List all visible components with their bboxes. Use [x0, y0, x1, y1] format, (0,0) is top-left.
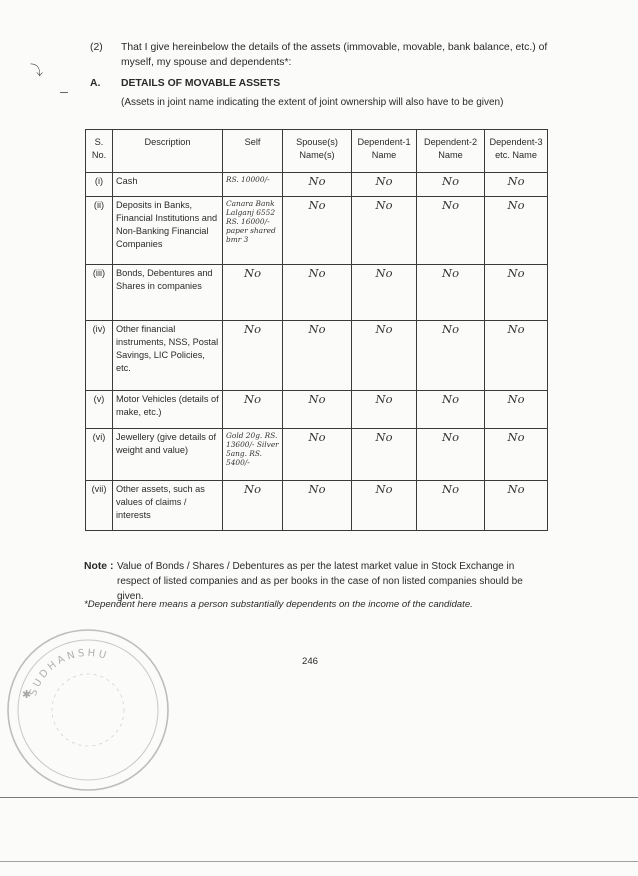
row-dependent-1-value: No	[352, 173, 417, 197]
header-sno: S. No.	[86, 130, 113, 173]
row-spouse-value: No	[283, 197, 352, 265]
header-dependent-1: Dependent-1 Name	[352, 130, 417, 173]
row-self-value: No	[223, 321, 283, 391]
row-dependent-3-value: No	[485, 391, 548, 429]
row-spouse-value: No	[283, 321, 352, 391]
header-description: Description	[113, 130, 223, 173]
section-letter: A.	[90, 78, 101, 89]
row-dependent-2-value: No	[417, 321, 485, 391]
table-row	[86, 321, 548, 391]
table-row	[86, 173, 548, 197]
table-row	[86, 197, 548, 265]
row-dependent-2-value: No	[417, 481, 485, 531]
row-self-value: Canara Bank Lalganj 6552 RS. 16000/- paper shared bmr 3	[223, 197, 283, 265]
row-spouse-value: No	[283, 173, 352, 197]
row-spouse-value: No	[283, 265, 352, 321]
row-number: (vi)	[86, 429, 113, 481]
row-description: Other financial instruments, NSS, Postal Savings, LIC Policies, etc.	[113, 321, 223, 391]
row-spouse-value: No	[283, 391, 352, 429]
row-description: Motor Vehicles (details of make, etc.)	[113, 391, 223, 429]
table-header-row	[86, 130, 548, 173]
header-dependent-3: Dependent-3 etc. Name	[485, 130, 548, 173]
table-row	[86, 391, 548, 429]
row-description: Cash	[113, 173, 223, 197]
row-dependent-3-value: No	[485, 197, 548, 265]
row-dependent-2-value: No	[417, 173, 485, 197]
movable-assets-table	[85, 129, 548, 531]
row-number: (i)	[86, 173, 113, 197]
row-self-value: Gold 20g. RS. 13600/- Silver 5ang. RS. 5400/-	[223, 429, 283, 481]
row-number: (iv)	[86, 321, 113, 391]
row-self-value: No	[223, 481, 283, 531]
svg-text:SUDHANSHU	[28, 648, 110, 698]
page-number: 246	[302, 656, 319, 667]
row-dependent-3-value: No	[485, 481, 548, 531]
row-dependent-1-value: No	[352, 197, 417, 265]
row-dependent-3-value: No	[485, 173, 548, 197]
row-dependent-1-value: No	[352, 321, 417, 391]
scan-bottom-rule-2	[0, 861, 638, 862]
intro-paragraph: That I give hereinbelow the details of the assets (immovable, movable, bank balance, etc.) of myself, my spouse and dependents*:	[121, 42, 548, 68]
row-dependent-3-value: No	[485, 265, 548, 321]
row-number: (iii)	[86, 265, 113, 321]
stamp-star-icon: ✱	[22, 688, 32, 701]
footnote: *Dependent here means a person substantially dependents on the income of the candidate.	[84, 599, 473, 610]
note-label: Note :	[84, 561, 114, 572]
scan-bottom-rule	[0, 797, 638, 798]
row-dependent-1-value: No	[352, 265, 417, 321]
seal-stamp	[4, 626, 172, 794]
header-spouse: Spouse(s) Name(s)	[283, 130, 352, 173]
row-number: (v)	[86, 391, 113, 429]
note-text: Value of Bonds / Shares / Debentures as per the latest market value in Stock Exchange in respect of listed companies and as per books in the case of non listed companies should be given.	[117, 561, 523, 602]
row-dependent-1-value: No	[352, 391, 417, 429]
table-row	[86, 429, 548, 481]
row-dependent-3-value: No	[485, 429, 548, 481]
row-number: (vii)	[86, 481, 113, 531]
stamp-graphic	[4, 626, 172, 794]
section-subtitle: (Assets in joint name indicating the extent of joint ownership will also have to be given)	[121, 97, 504, 108]
row-dependent-2-value: No	[417, 391, 485, 429]
row-description: Bonds, Debentures and Shares in companies	[113, 265, 223, 321]
row-self-value: No	[223, 391, 283, 429]
margin-arrow-mark: ⤵	[30, 63, 44, 78]
margin-tick-mark	[60, 92, 68, 93]
row-dependent-1-value: No	[352, 429, 417, 481]
row-dependent-3-value: No	[485, 321, 548, 391]
section-title: DETAILS OF MOVABLE ASSETS	[121, 78, 281, 89]
row-spouse-value: No	[283, 429, 352, 481]
header-dependent-2: Dependent-2 Name	[417, 130, 485, 173]
row-number: (ii)	[86, 197, 113, 265]
row-self-value: RS. 10000/-	[223, 173, 283, 197]
row-dependent-2-value: No	[417, 429, 485, 481]
row-dependent-2-value: No	[417, 197, 485, 265]
table-row	[86, 481, 548, 531]
table-row	[86, 265, 548, 321]
row-self-value: No	[223, 265, 283, 321]
row-description: Deposits in Banks, Financial Institutions and Non-Banking Financial Companies	[113, 197, 223, 265]
row-dependent-2-value: No	[417, 265, 485, 321]
row-dependent-1-value: No	[352, 481, 417, 531]
item-number: (2)	[90, 42, 103, 53]
row-spouse-value: No	[283, 481, 352, 531]
stamp-lettering: SUDHANSHU	[27, 647, 111, 698]
header-self: Self	[223, 130, 283, 173]
row-description: Jewellery (give details of weight and value)	[113, 429, 223, 481]
row-description: Other assets, such as values of claims / interests	[113, 481, 223, 531]
